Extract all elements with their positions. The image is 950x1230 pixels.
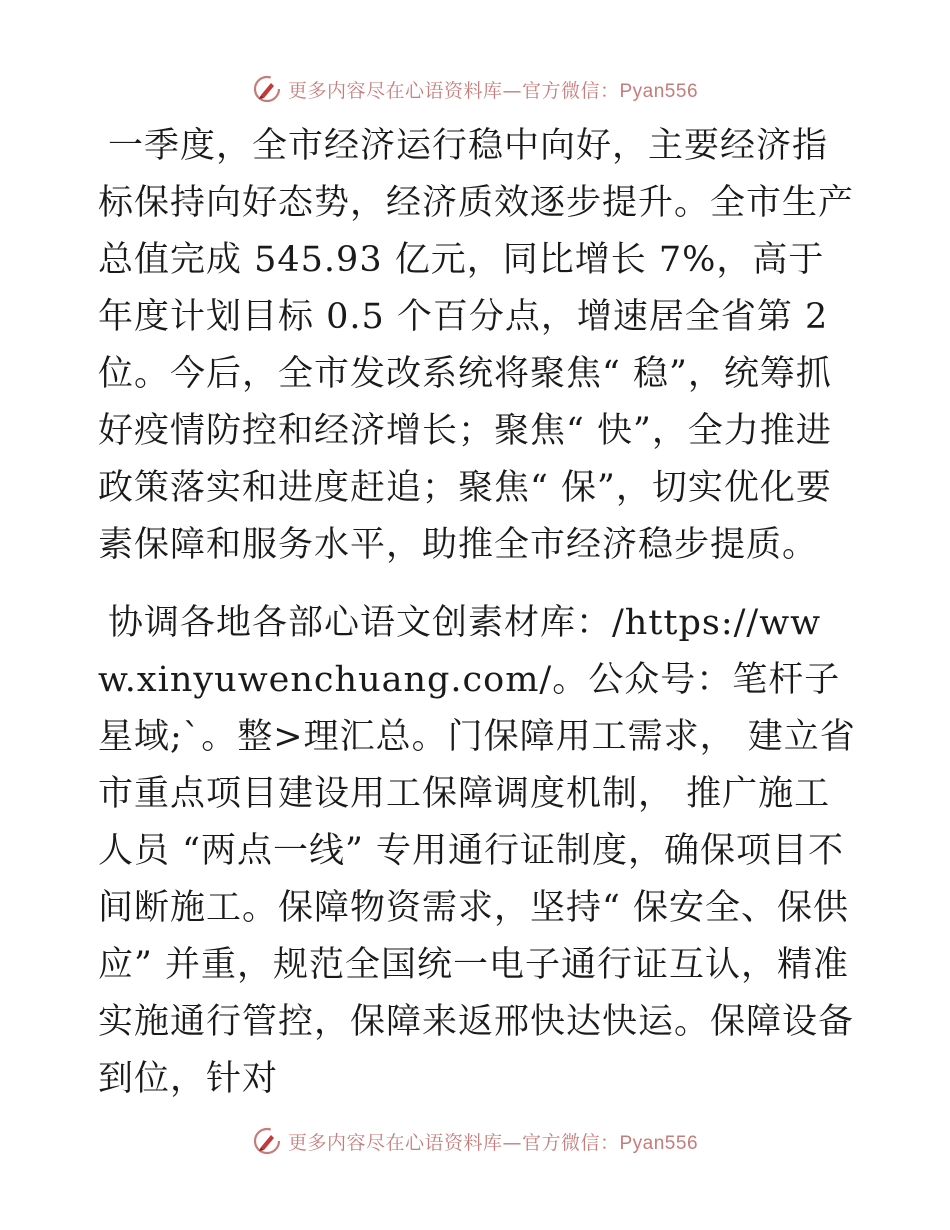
paragraph: 一季度，全市经济运行稳中向好，主要经济指标保持向好态势，经济质效逐步提升。全市生产总值完成 545.93 亿元，同比增长 7%，高于年度计划目标 0.5 个百分点，增速居全省第 2 位。今后，全市发改系统将聚焦“ 稳”，统筹抓好疫情防控和经济增长；聚焦“ 快”，全力推进政策落实和进度赶追；聚焦“ 保”，切实优化要素保障和服务水平，助推全市经济稳步提质。 [98, 126, 855, 565]
watermark-wechat-id: Pyan556 [619, 1132, 699, 1154]
paragraph: 协调各地各部心语文创素材库：/https://www.xinyuwenchuang.com/。公众号：笔杆子星域;`。整>理汇总。门保障用工需求， 建立省市重点项目建设用工保障调度机制， 推广施工人员 “两点一线” 专用通行证制度，确保项目不间断施工。保障物资需求，坚持“ 保安全、保供应” 并重，规范全国统一电子通行证互认，精准实施通行管控，保障来返邢快达快运。保障设备到位，针对 [98, 603, 856, 1099]
watermark-wechat-id: Pyan556 [619, 80, 699, 102]
pen-nib-logo-icon [252, 74, 282, 104]
pen-nib-logo-icon [252, 1126, 282, 1156]
watermark-text: 更多内容尽在心语资料库—官方微信：Pyan556 [287, 79, 699, 102]
footer-watermark [0, 1124, 950, 1158]
document-body [98, 118, 858, 1108]
header-watermark [0, 72, 950, 106]
watermark-text: 更多内容尽在心语资料库—官方微信：Pyan556 [287, 1131, 699, 1154]
